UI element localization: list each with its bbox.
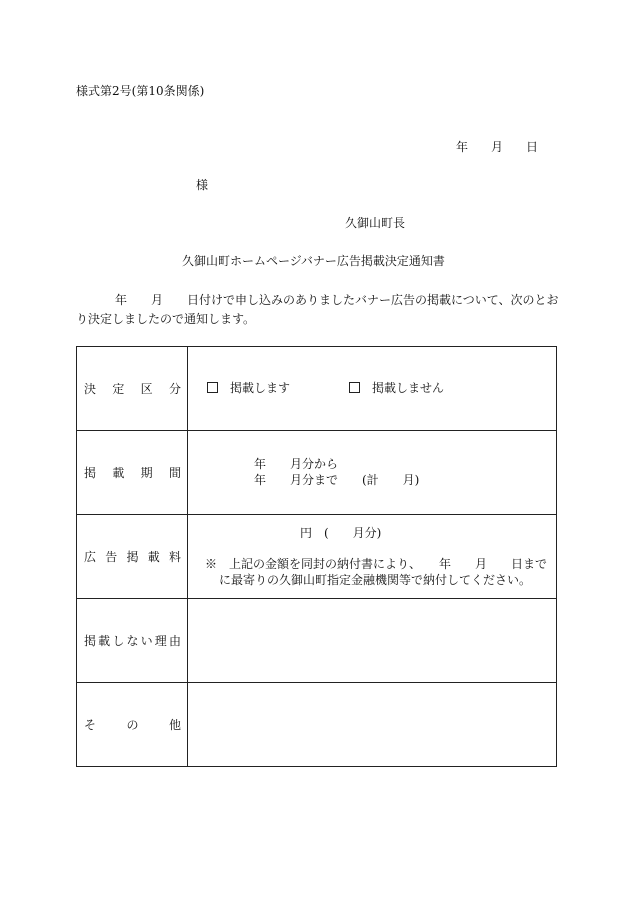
label-non-publication-reason bbox=[77, 599, 188, 683]
recipient-suffix: 様 bbox=[196, 178, 209, 192]
cell-period bbox=[188, 431, 557, 515]
period-from: 年 月分から bbox=[254, 457, 339, 471]
option-publish[interactable] bbox=[207, 381, 290, 396]
cell-fee bbox=[188, 515, 557, 599]
table-row-decision bbox=[77, 347, 557, 431]
fee-amount: 円 ( 月分) bbox=[300, 526, 382, 540]
label-char: 掲 bbox=[126, 550, 139, 564]
option-not-publish-label: 掲載しません bbox=[372, 381, 445, 395]
label-char: 期 bbox=[140, 466, 153, 480]
checkbox-icon[interactable] bbox=[207, 382, 218, 393]
label-char: 分 bbox=[168, 382, 181, 396]
label-char: 掲 bbox=[84, 634, 97, 648]
intro-line-2: り決定しましたので通知します。 bbox=[76, 312, 256, 326]
label-char: 他 bbox=[168, 718, 181, 732]
option-publish-label: 掲載します bbox=[230, 381, 291, 395]
label-other bbox=[77, 683, 188, 767]
fee-note-line-1: ※ 上記の金額を同封の納付書により、 年 月 日まで bbox=[205, 557, 548, 571]
checkbox-icon[interactable] bbox=[349, 382, 360, 393]
issuer-name: 久御山町長 bbox=[345, 216, 406, 230]
label-char: 掲 bbox=[84, 466, 97, 480]
table-row-period bbox=[77, 431, 557, 515]
date-year: 年 bbox=[456, 140, 469, 154]
table-row-reason bbox=[77, 599, 557, 683]
cell-reason[interactable] bbox=[188, 599, 557, 683]
label-char: 載 bbox=[112, 466, 125, 480]
fee-note-line-2: に最寄りの久御山町指定金融機関等で納付してください。 bbox=[219, 573, 532, 587]
label-char: の bbox=[126, 718, 139, 732]
label-advertising-fee bbox=[77, 515, 188, 599]
cell-other[interactable] bbox=[188, 683, 557, 767]
intro-line-1: 年 月 日付けで申し込みのありましたバナー広告の掲載について、次のとお bbox=[115, 293, 559, 307]
table-row-other bbox=[77, 683, 557, 767]
label-char: 載 bbox=[147, 550, 160, 564]
label-char: 区 bbox=[140, 382, 153, 396]
date-month: 月 bbox=[490, 140, 503, 154]
label-char: 定 bbox=[112, 382, 125, 396]
period-to: 年 月分まで (計 月) bbox=[254, 473, 420, 487]
document-title: 久御山町ホームページバナー広告掲載決定通知書 bbox=[182, 254, 445, 268]
date-line bbox=[456, 140, 538, 155]
label-publication-period bbox=[77, 431, 188, 515]
decision-table bbox=[76, 346, 557, 767]
option-not-publish[interactable] bbox=[349, 381, 444, 396]
cell-decision-options bbox=[188, 347, 557, 431]
label-char: 広 bbox=[84, 550, 97, 564]
date-day: 日 bbox=[525, 140, 538, 154]
label-char: 由 bbox=[168, 634, 181, 648]
label-decision-category bbox=[77, 347, 188, 431]
label-char: 理 bbox=[154, 634, 167, 648]
label-char: 告 bbox=[105, 550, 118, 564]
label-char: 決 bbox=[84, 382, 97, 396]
label-char: な bbox=[126, 634, 139, 648]
label-char: し bbox=[112, 634, 125, 648]
label-char: 載 bbox=[98, 634, 111, 648]
table-row-fee bbox=[77, 515, 557, 599]
label-char: そ bbox=[84, 718, 97, 732]
label-char: 間 bbox=[168, 466, 181, 480]
form-number: 様式第2号(第10条関係) bbox=[76, 84, 205, 98]
label-char: 料 bbox=[168, 550, 181, 564]
label-char: い bbox=[140, 634, 153, 648]
